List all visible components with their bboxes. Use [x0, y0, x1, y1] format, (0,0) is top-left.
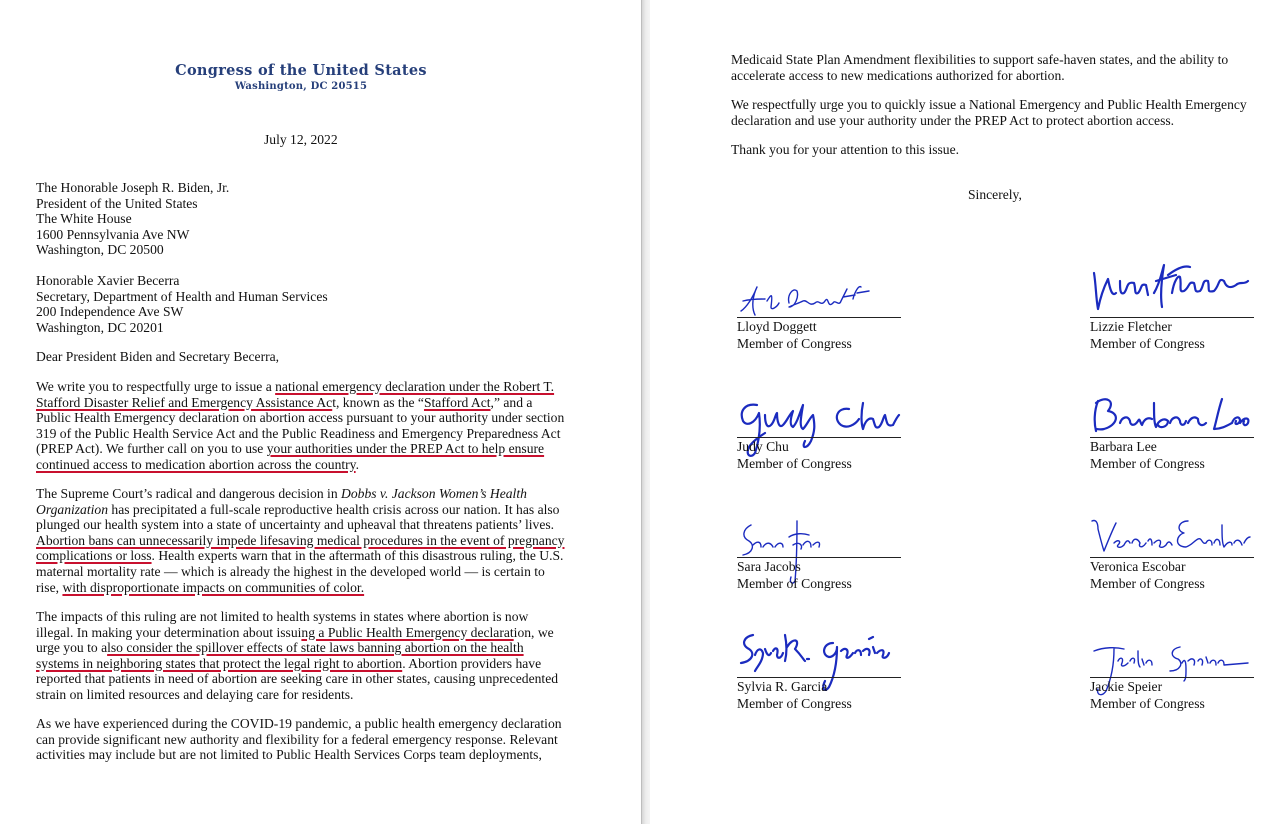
signatory-title: Member of Congress	[737, 696, 852, 711]
body-paragraph-2	[36, 486, 564, 595]
paragraph-line	[36, 379, 564, 395]
handwritten-signature-fletcher	[1090, 259, 1255, 319]
text-segment: reported that patients in need of abortion are seeking care in other states, causing unprecedented	[36, 671, 559, 687]
recipient-1-line: The Honorable Joseph R. Biden, Jr.	[36, 180, 230, 195]
paragraph-line	[36, 747, 562, 763]
signatory-name: Judy Chu	[737, 439, 789, 454]
letter-page-2	[650, 0, 1280, 824]
recipient-address-2	[36, 273, 328, 335]
letter-date: July 12, 2022	[264, 132, 338, 147]
text-segment: t, known as the “	[332, 394, 424, 410]
recipient-1-line: 1600 Pennsylvania Ave NW	[36, 226, 190, 242]
text-segment: ion, we	[513, 624, 554, 640]
signatory-name: Barbara Lee	[1090, 439, 1157, 454]
paragraph-line	[731, 68, 1228, 84]
paragraph-line	[36, 609, 558, 625]
text-segment: . Health experts warn that in the aftermath of this disastrous ruling, the U.S.	[151, 548, 564, 564]
paragraph-line	[36, 656, 558, 672]
paragraph-line	[36, 687, 558, 703]
paragraph-line	[36, 533, 564, 549]
underlined-text: ng a Public Health Emergency declarat	[301, 624, 514, 640]
paragraph-line	[36, 671, 558, 687]
paragraph-line	[36, 502, 564, 518]
body-paragraph-5	[731, 52, 1228, 83]
text-segment: accelerate access to new medications authorized for abortion.	[731, 67, 1065, 83]
signatory-title: Member of Congress	[1090, 696, 1205, 711]
paragraph-line	[731, 52, 1228, 68]
text-segment: . Abortion providers have	[402, 655, 542, 671]
paragraph-line	[36, 580, 564, 596]
underlined-text: Abortion bans can unnecessarily impede lifesaving medical procedures in the event of pregnancy	[36, 532, 565, 548]
body-paragraph-3	[36, 609, 558, 703]
body-paragraph-1	[36, 379, 564, 473]
paragraph-line	[36, 517, 564, 533]
text-segment: As we have experienced during the COVID-19 pandemic, a public health emergency declaration	[36, 716, 562, 731]
paragraph-line	[36, 564, 564, 580]
paragraph-line	[731, 113, 1247, 129]
letterhead-title: Congress of the United States	[175, 62, 427, 79]
underlined-text: with disproportionate impacts on communities of color.	[62, 579, 365, 595]
underlined-text: complications or loss	[36, 548, 152, 564]
text-segment: urge you to a	[36, 640, 108, 656]
signatory-name: Lizzie Fletcher	[1090, 319, 1172, 334]
paragraph-line	[36, 640, 558, 656]
handwritten-signature-lee	[1090, 393, 1255, 441]
signatory-name: Veronica Escobar	[1090, 559, 1186, 574]
paragraph-line	[36, 548, 564, 564]
underlined-text: Stafford Act	[423, 394, 491, 410]
underlined-text: national emergency declaration under the Robert T.	[275, 379, 555, 394]
text-segment: can provide significant new authority and flexibility for a federal emergency response. Relevant	[36, 731, 558, 747]
signatory-name: Sara Jacobs	[737, 559, 801, 574]
signatory-name: Lloyd Doggett	[737, 319, 817, 334]
underlined-text: your authorities under the PREP Act to help ensure	[266, 441, 545, 457]
signature-line	[737, 677, 901, 678]
signatory-title: Member of Congress	[1090, 336, 1205, 351]
paragraph-line	[731, 97, 1247, 113]
paragraph-line	[36, 410, 564, 426]
paragraph-line	[36, 457, 564, 473]
paragraph-line	[36, 426, 564, 442]
signatory-title: Member of Congress	[1090, 456, 1205, 471]
italic-text: Organization	[36, 501, 109, 517]
text-segment: Thank you for your attention to this issue.	[731, 142, 960, 157]
paragraph-line	[36, 716, 562, 732]
text-segment: Public Health Emergency declaration on abortion access pursuant to your authority under section	[36, 410, 565, 426]
paragraph-line	[36, 441, 564, 457]
text-segment: 319 of the Public Health Service Act and the Public Readiness and Emergency Preparedness Act	[36, 425, 561, 441]
body-paragraph-7	[731, 142, 959, 158]
text-segment: ,” and a	[490, 394, 533, 410]
recipient-1-line: President of the United States	[36, 195, 198, 211]
signatory-name: Sylvia R. Garcia	[737, 679, 828, 694]
letterhead-address: Washington, DC 20515	[234, 81, 368, 92]
text-segment: (PREP Act). We further call on you to use	[36, 441, 267, 457]
paragraph-line	[36, 395, 564, 411]
recipient-address-1	[36, 180, 229, 258]
text-segment: maternal mortality rate — which is already the highest in the developed world — is certain to	[36, 563, 545, 579]
paragraph-line	[36, 732, 562, 748]
signature-line	[1090, 317, 1254, 318]
text-segment: illegal. In making your determination about issui	[36, 624, 302, 640]
text-segment: has precipitated a full-scale reproductive health crisis across our nation. It has also	[108, 501, 560, 517]
recipient-2-line: 200 Independence Ave SW	[36, 304, 184, 320]
signature-line	[737, 437, 901, 438]
handwritten-signature-escobar	[1090, 515, 1255, 559]
signatory-name: Jackie Speier	[1090, 679, 1163, 694]
signatory-title: Member of Congress	[737, 336, 852, 351]
text-segment: .	[355, 456, 360, 472]
closing: Sincerely,	[968, 187, 1022, 202]
underlined-text: systems in neighboring states that protect the legal right to abortion	[36, 655, 403, 671]
signature-line	[737, 557, 901, 558]
signatory-title: Member of Congress	[737, 576, 852, 591]
signatory-title: Member of Congress	[1090, 576, 1205, 591]
text-segment: The Supreme Court’s radical and dangerous decision in	[36, 486, 342, 501]
signature-line	[737, 317, 901, 318]
text-segment: The impacts of this ruling are not limited to health systems in states where abortion is now	[36, 609, 529, 624]
text-segment: activities may include but are not limited to Public Health Services Corps team deployments,	[36, 747, 542, 763]
underlined-text: continued access to medication abortion across the country	[36, 456, 356, 472]
recipient-2-line: Honorable Xavier Becerra	[36, 273, 180, 288]
signature-line	[1090, 677, 1254, 678]
text-segment: Medicaid State Plan Amendment flexibilities to support safe-haven states, and the ability to	[731, 52, 1229, 67]
text-segment: plunged our health system into a state of uncertainty and upheaval that threatens patients’ lives.	[36, 517, 555, 533]
paragraph-line	[36, 486, 564, 502]
text-segment: declaration and use your authority under the PREP Act to protect abortion access.	[731, 112, 1175, 128]
recipient-2-line: Washington, DC 20201	[36, 319, 164, 335]
signature-line	[1090, 437, 1254, 438]
italic-text: Dobbs v. Jackson Women’s Health	[341, 486, 527, 501]
recipient-2-line: Secretary, Department of Health and Human Services	[36, 288, 328, 304]
paragraph-line	[731, 142, 959, 158]
text-segment: We write you to respectfully urge to issue a	[36, 379, 276, 394]
recipient-1-line: Washington, DC 20500	[36, 242, 164, 258]
recipient-1-line: The White House	[36, 211, 132, 227]
body-paragraph-6	[731, 97, 1247, 128]
signatory-title: Member of Congress	[737, 456, 852, 471]
text-segment: rise,	[36, 579, 63, 595]
underlined-text: Stafford Disaster Relief and Emergency Assistance Ac	[36, 394, 333, 410]
signature-line	[1090, 557, 1254, 558]
salutation: Dear President Biden and Secretary Becerra,	[36, 349, 280, 364]
underlined-text: lso consider the spillover effects of state laws banning abortion on the health	[107, 640, 524, 656]
text-segment: strain on limited resources and delaying care for residents.	[36, 686, 354, 702]
paragraph-line	[36, 625, 558, 641]
text-segment: We respectfully urge you to quickly issue a National Emergency and Public Health Emergency	[731, 97, 1247, 112]
body-paragraph-4	[36, 716, 562, 763]
